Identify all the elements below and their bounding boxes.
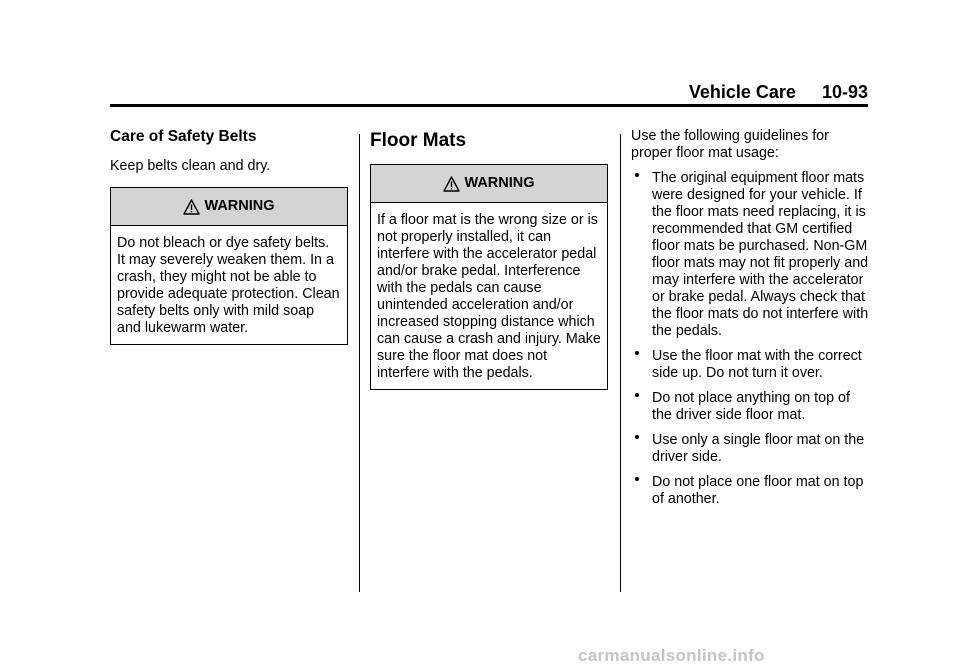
section-title: Vehicle Care [688,82,796,102]
header-rule [110,104,868,107]
list-item-text: Do not place anything on top of the driver side floor mat. [652,390,850,423]
list-item [631,474,869,508]
warning-header [371,165,607,203]
bullet-icon [635,351,639,355]
floor-mats-heading: Floor Mats [370,130,467,151]
warning-header [111,188,347,226]
page-number: 10-93 [821,82,868,102]
warning-box [370,164,608,390]
warning-title: WARNING [464,175,535,191]
warning-box [110,187,348,345]
warning-body: Do not bleach or dye safety belts. It may severely weaken them. In a crash, they might not be able to provide adequate protection. Clean safety belts only with mild soap and lukewarm water. [117,235,340,336]
safety-belts-intro: Keep belts clean and dry. [110,158,271,174]
bullet-icon [635,477,639,481]
warning-title: WARNING [204,198,275,214]
list-item [631,390,869,424]
list-item [631,170,869,340]
warning-triangle-icon [443,176,460,192]
guidelines-intro: Use the following guidelines for proper floor mat usage: [631,128,829,161]
list-item [631,432,869,466]
list-item-text: Do not place one floor mat on top of another. [652,474,864,507]
column-divider-1 [359,134,360,592]
guidelines-list [631,170,869,508]
bullet-icon [635,435,639,439]
list-item [631,348,869,382]
list-item-text: Use only a single floor mat on the driver side. [652,432,865,465]
column-2 [370,128,608,390]
column-1 [110,128,348,345]
bullet-icon [635,173,639,177]
column-divider-2 [620,134,621,592]
warning-triangle-icon [183,199,200,215]
page-header [620,82,868,103]
column-3 [631,128,869,516]
list-item-text: Use the floor mat with the correct side up. Do not turn it over. [652,348,862,381]
bullet-icon [635,393,639,397]
watermark: carmanualsonline.info [578,646,765,665]
list-item-text: The original equipment floor mats were designed for your vehicle. If the floor mats need replacing, it is recommended that GM certified floor mats be purchased. Non-GM floor mats may not fit properly and may interfere with the accelerator or brake pedal. Always check that the floor mats do not interfere with the pedals. [652,170,869,339]
warning-body: If a floor mat is the wrong size or is not properly installed, it can interfere with the accelerator pedal and/or brake pedal. Interference with the pedals can cause unintended acceleration and/or increased stopping distance which can cause a crash and injury. Make sure the floor mat does not interfere with the pedals. [377,212,601,381]
safety-belts-heading: Care of Safety Belts [110,128,257,145]
